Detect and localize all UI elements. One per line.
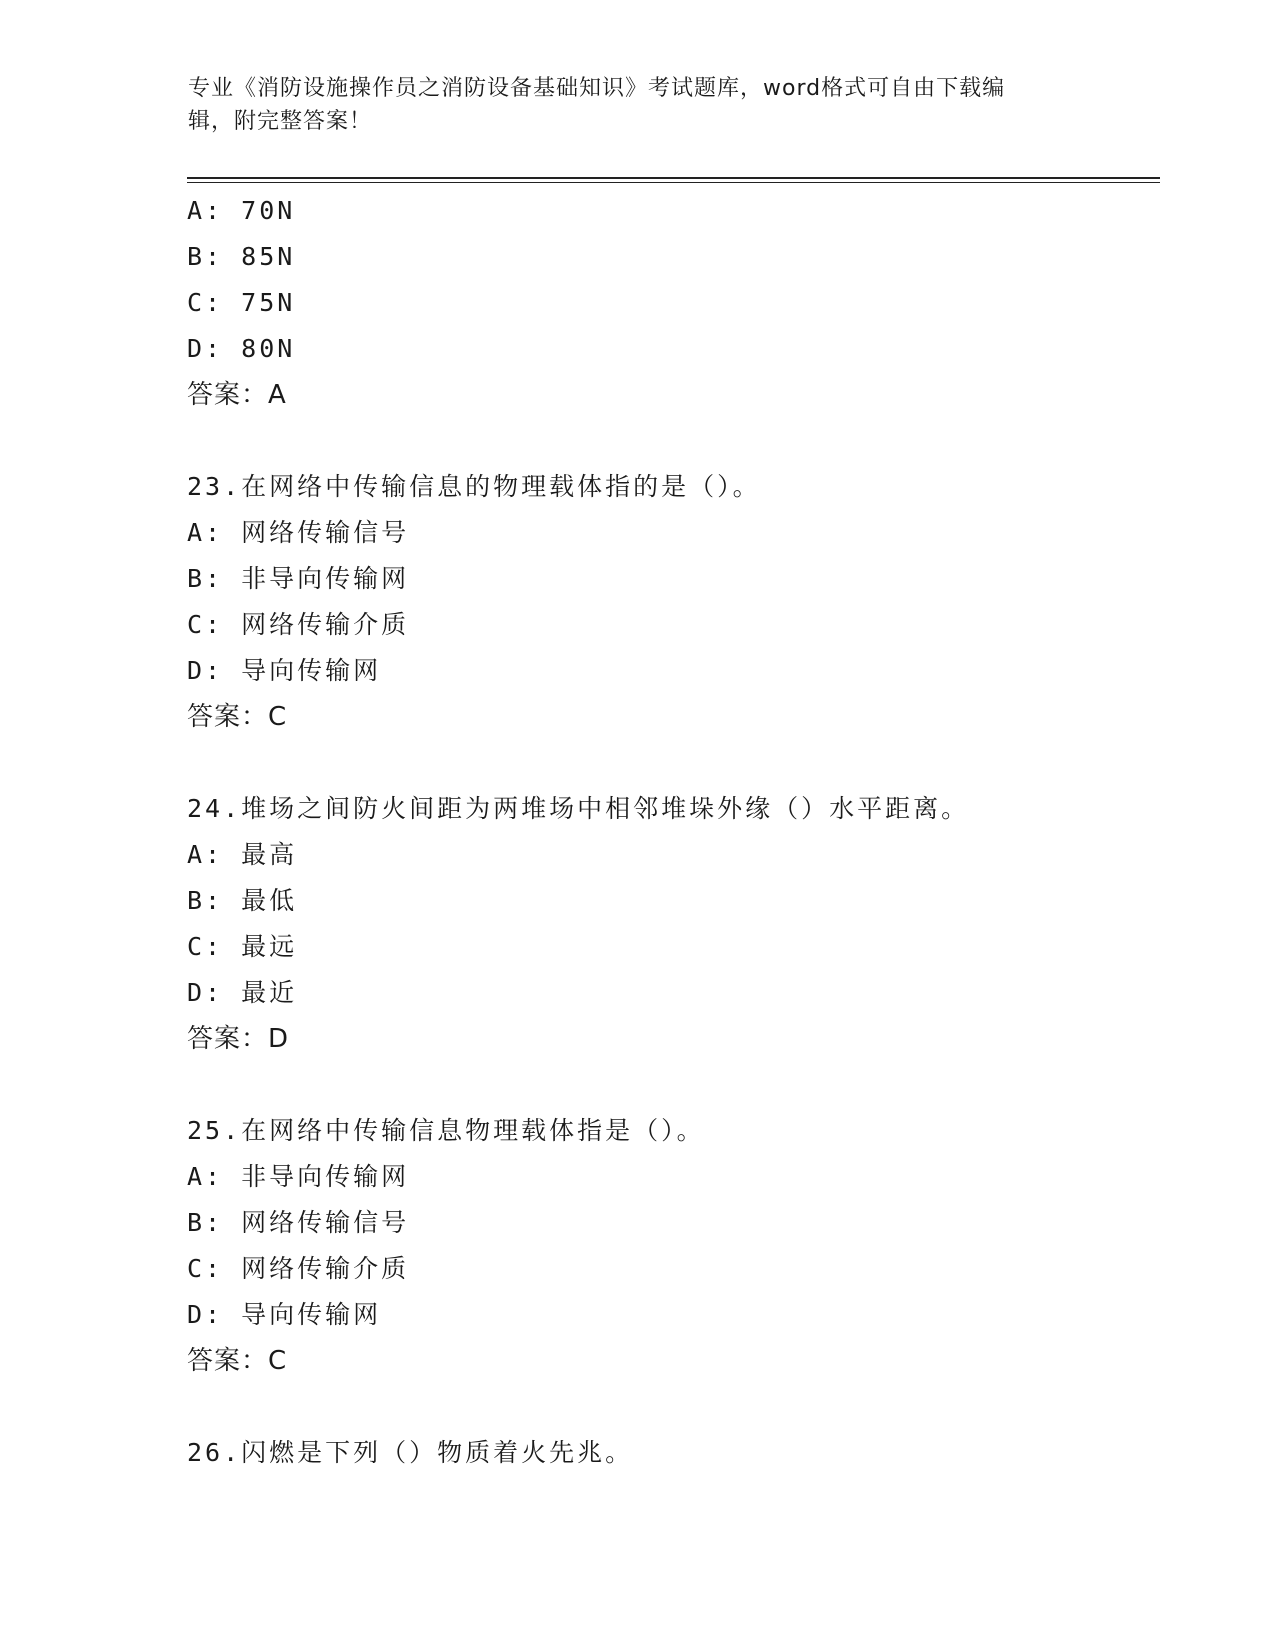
question-26 — [187, 1430, 1160, 1476]
question-text: 23.在网络中传输信息的物理载体指的是（）。 — [187, 472, 761, 501]
header-line-2: 辑，附完整答案！ — [188, 109, 373, 134]
option-c: C: 网络传输介质 — [187, 610, 410, 639]
header-divider-thick — [187, 177, 1160, 179]
spacer — [187, 418, 1160, 464]
option-b: B: 非导向传输网 — [187, 564, 410, 593]
answer: 答案：A — [187, 380, 287, 410]
option-b: B: 最低 — [187, 886, 298, 915]
question-text: 25.在网络中传输信息物理载体指是（）。 — [187, 1116, 705, 1145]
header-divider-thin — [187, 182, 1160, 183]
answer: 答案：C — [187, 1346, 288, 1376]
question-text: 24.堆场之间防火间距为两堆场中相邻堆垛外缘（）水平距离。 — [187, 794, 970, 823]
option-c: C: 网络传输介质 — [187, 1254, 410, 1283]
spacer — [187, 1384, 1160, 1430]
option-d: D: 导向传输网 — [187, 656, 382, 685]
spacer — [187, 1062, 1160, 1108]
option-a: A: 网络传输信号 — [187, 518, 410, 547]
option-d: D: 最近 — [187, 978, 298, 1007]
option-c: C: 最远 — [187, 932, 298, 961]
option-d: D: 导向传输网 — [187, 1300, 382, 1329]
option-a: A: 非导向传输网 — [187, 1162, 410, 1191]
question-22 — [187, 188, 1160, 418]
answer: 答案：C — [187, 702, 288, 732]
option-c: C: 75N — [187, 288, 296, 317]
option-b: B: 85N — [187, 242, 296, 271]
answer: 答案：D — [187, 1024, 290, 1054]
question-24 — [187, 786, 1160, 1062]
option-a: A: 70N — [187, 196, 296, 225]
document-header — [188, 72, 1068, 138]
question-text: 26.闪燃是下列（）物质着火先兆。 — [187, 1438, 634, 1467]
option-b: B: 网络传输信号 — [187, 1208, 410, 1237]
question-23 — [187, 464, 1160, 740]
spacer — [187, 740, 1160, 786]
header-line-1: 专业《消防设施操作员之消防设备基础知识》考试题库，word格式可自由下载编 — [188, 76, 1006, 101]
question-25 — [187, 1108, 1160, 1384]
option-d: D: 80N — [187, 334, 296, 363]
option-a: A: 最高 — [187, 840, 298, 869]
question-list — [187, 188, 1160, 1476]
